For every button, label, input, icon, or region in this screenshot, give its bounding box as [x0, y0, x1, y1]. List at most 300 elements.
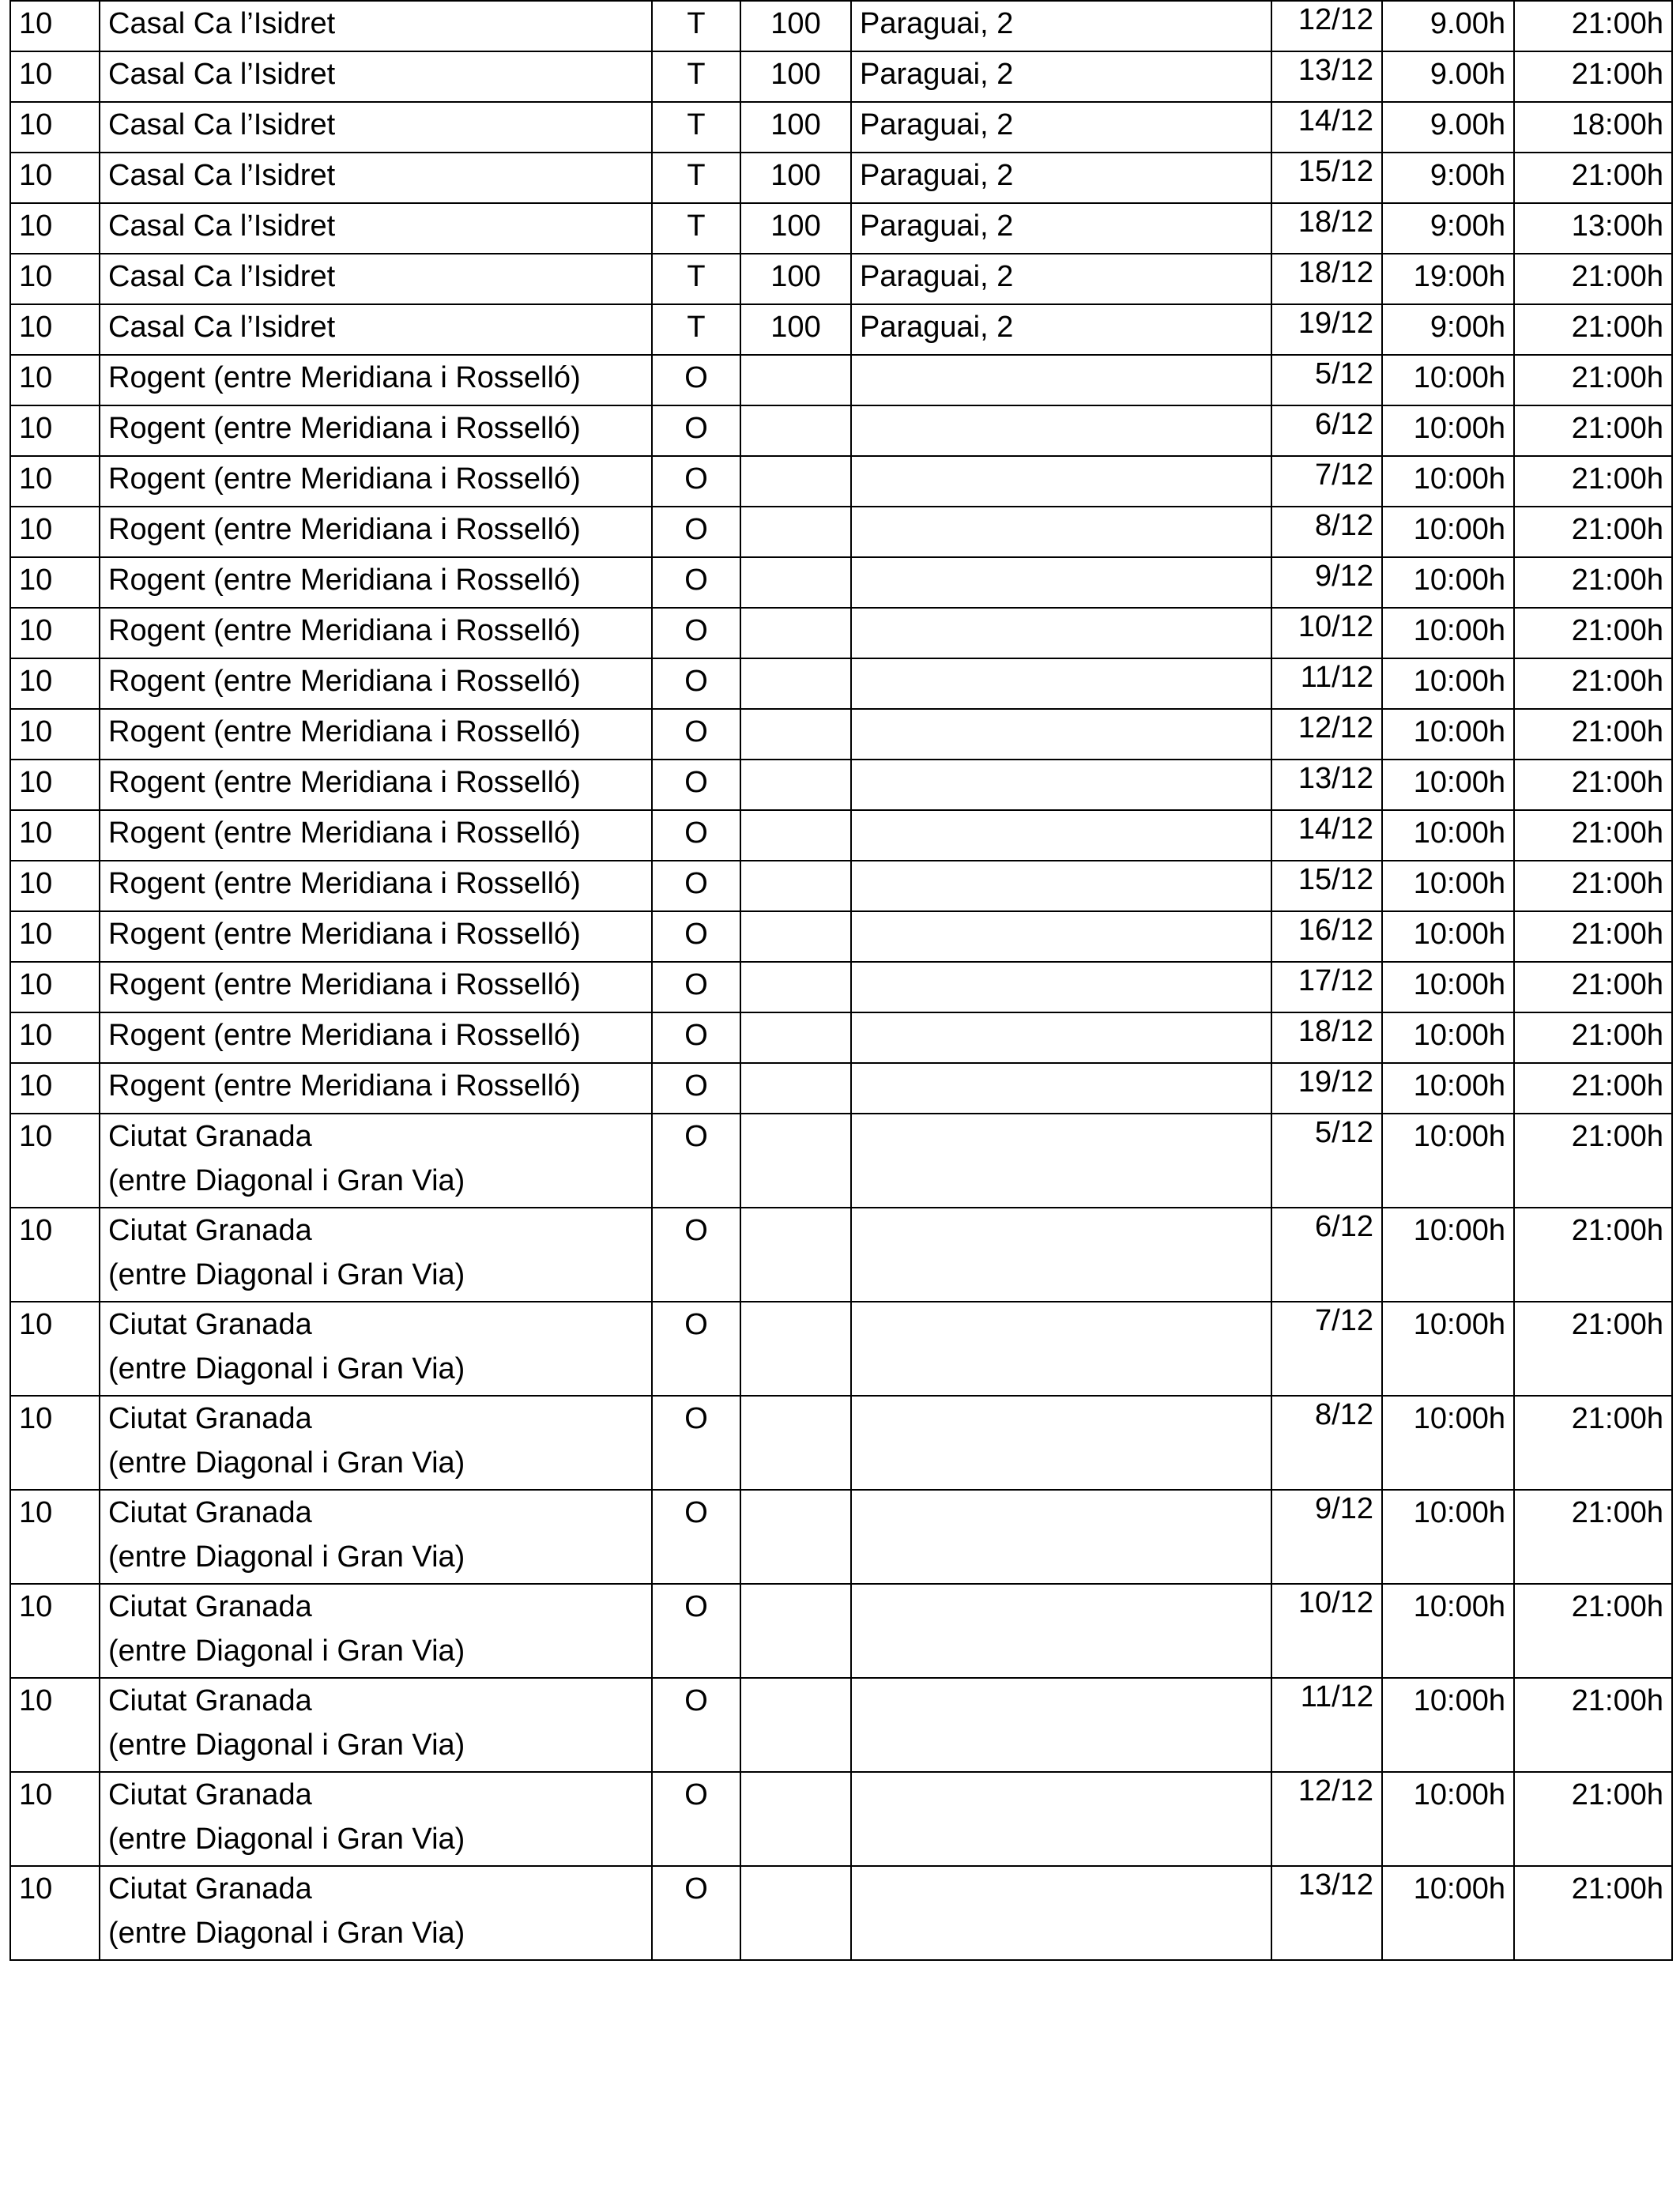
address-cell	[851, 658, 1271, 709]
district-cell: 10	[10, 1, 100, 51]
location-line: Ciutat Granada	[108, 1778, 312, 1811]
end-time-cell: 21:00h	[1514, 1208, 1672, 1302]
capacity-cell	[740, 1012, 851, 1063]
address-cell	[851, 962, 1271, 1012]
type-cell: O	[652, 1584, 740, 1678]
start-time-cell: 10:00h	[1382, 456, 1514, 507]
capacity-cell	[740, 1208, 851, 1302]
table-row	[10, 405, 1672, 456]
location-cell	[100, 1772, 652, 1866]
date-cell: 8/12	[1271, 1396, 1382, 1490]
start-time-cell: 10:00h	[1382, 1772, 1514, 1866]
end-time-cell: 21:00h	[1514, 1490, 1672, 1584]
location-cell	[100, 1866, 652, 1960]
location-line: (entre Diagonal i Gran Via)	[108, 1540, 465, 1574]
capacity-cell	[740, 507, 851, 557]
type-cell: T	[652, 1, 740, 51]
capacity-cell	[740, 456, 851, 507]
address-cell	[851, 507, 1271, 557]
end-time-cell: 21:00h	[1514, 254, 1672, 304]
table-row	[10, 1302, 1672, 1396]
district-cell: 10	[10, 405, 100, 456]
location-line: Rogent (entre Meridiana i Rosselló)	[108, 968, 581, 1001]
end-time-cell: 21:00h	[1514, 1584, 1672, 1678]
start-time-cell: 10:00h	[1382, 1678, 1514, 1772]
type-cell: O	[652, 355, 740, 405]
location-cell	[100, 709, 652, 760]
date-cell: 8/12	[1271, 507, 1382, 557]
table-row	[10, 1208, 1672, 1302]
address-cell	[851, 1302, 1271, 1396]
table-row	[10, 51, 1672, 102]
end-time-cell: 21:00h	[1514, 355, 1672, 405]
end-time-cell: 21:00h	[1514, 1, 1672, 51]
capacity-cell: 100	[740, 304, 851, 355]
type-cell: O	[652, 658, 740, 709]
capacity-cell	[740, 355, 851, 405]
schedule-table	[9, 0, 1673, 1961]
capacity-cell	[740, 1396, 851, 1490]
district-cell: 10	[10, 608, 100, 658]
end-time-cell: 21:00h	[1514, 51, 1672, 102]
date-cell: 9/12	[1271, 1490, 1382, 1584]
location-line: Casal Ca l’Isidret	[108, 58, 336, 91]
capacity-cell	[740, 1063, 851, 1114]
table-row	[10, 1063, 1672, 1114]
start-time-cell: 10:00h	[1382, 1396, 1514, 1490]
district-cell: 10	[10, 911, 100, 962]
type-cell: O	[652, 1396, 740, 1490]
address-cell: Paraguai, 2	[851, 304, 1271, 355]
type-cell: O	[652, 810, 740, 861]
location-line: Rogent (entre Meridiana i Rosselló)	[108, 1069, 581, 1103]
location-line: Casal Ca l’Isidret	[108, 159, 336, 192]
address-cell: Paraguai, 2	[851, 203, 1271, 254]
district-cell: 10	[10, 1012, 100, 1063]
start-time-cell: 10:00h	[1382, 1012, 1514, 1063]
capacity-cell: 100	[740, 203, 851, 254]
start-time-cell: 9:00h	[1382, 153, 1514, 203]
end-time-cell: 21:00h	[1514, 1396, 1672, 1490]
location-line: Ciutat Granada	[108, 1872, 312, 1906]
location-line: Rogent (entre Meridiana i Rosselló)	[108, 918, 581, 951]
start-time-cell: 10:00h	[1382, 1490, 1514, 1584]
start-time-cell: 10:00h	[1382, 962, 1514, 1012]
type-cell: T	[652, 304, 740, 355]
type-cell: T	[652, 254, 740, 304]
type-cell: O	[652, 760, 740, 810]
location-cell	[100, 1, 652, 51]
table-row	[10, 203, 1672, 254]
start-time-cell: 10:00h	[1382, 861, 1514, 911]
location-cell	[100, 810, 652, 861]
location-cell	[100, 355, 652, 405]
start-time-cell: 10:00h	[1382, 1584, 1514, 1678]
table-row	[10, 810, 1672, 861]
date-cell: 12/12	[1271, 709, 1382, 760]
location-cell	[100, 1396, 652, 1490]
capacity-cell	[740, 1490, 851, 1584]
date-cell: 14/12	[1271, 810, 1382, 861]
start-time-cell: 19:00h	[1382, 254, 1514, 304]
district-cell: 10	[10, 1208, 100, 1302]
location-line: Ciutat Granada	[108, 1684, 312, 1717]
district-cell: 10	[10, 709, 100, 760]
location-cell	[100, 608, 652, 658]
location-line: Ciutat Granada	[108, 1590, 312, 1623]
district-cell: 10	[10, 658, 100, 709]
address-cell: Paraguai, 2	[851, 153, 1271, 203]
district-cell: 10	[10, 810, 100, 861]
end-time-cell: 21:00h	[1514, 861, 1672, 911]
date-cell: 15/12	[1271, 861, 1382, 911]
capacity-cell	[740, 810, 851, 861]
end-time-cell: 21:00h	[1514, 608, 1672, 658]
location-cell	[100, 153, 652, 203]
date-cell: 6/12	[1271, 405, 1382, 456]
date-cell: 7/12	[1271, 456, 1382, 507]
address-cell	[851, 1114, 1271, 1208]
location-cell	[100, 658, 652, 709]
location-line: Rogent (entre Meridiana i Rosselló)	[108, 816, 581, 850]
location-line: Rogent (entre Meridiana i Rosselló)	[108, 412, 581, 445]
start-time-cell: 10:00h	[1382, 760, 1514, 810]
type-cell: O	[652, 1208, 740, 1302]
capacity-cell	[740, 861, 851, 911]
type-cell: T	[652, 153, 740, 203]
district-cell: 10	[10, 557, 100, 608]
address-cell	[851, 1772, 1271, 1866]
table-row	[10, 1396, 1672, 1490]
date-cell: 10/12	[1271, 608, 1382, 658]
address-cell: Paraguai, 2	[851, 1, 1271, 51]
start-time-cell: 10:00h	[1382, 557, 1514, 608]
date-cell: 7/12	[1271, 1302, 1382, 1396]
start-time-cell: 9.00h	[1382, 102, 1514, 153]
location-cell	[100, 1114, 652, 1208]
start-time-cell: 10:00h	[1382, 810, 1514, 861]
date-cell: 18/12	[1271, 254, 1382, 304]
district-cell: 10	[10, 355, 100, 405]
start-time-cell: 9:00h	[1382, 203, 1514, 254]
location-cell	[100, 1063, 652, 1114]
schedule-body	[10, 1, 1672, 1960]
end-time-cell: 21:00h	[1514, 760, 1672, 810]
location-line: (entre Diagonal i Gran Via)	[108, 1917, 465, 1950]
start-time-cell: 10:00h	[1382, 608, 1514, 658]
capacity-cell: 100	[740, 102, 851, 153]
capacity-cell: 100	[740, 1, 851, 51]
capacity-cell	[740, 1678, 851, 1772]
location-cell	[100, 962, 652, 1012]
address-cell	[851, 1396, 1271, 1490]
end-time-cell: 21:00h	[1514, 810, 1672, 861]
table-row	[10, 304, 1672, 355]
table-row	[10, 153, 1672, 203]
end-time-cell: 21:00h	[1514, 456, 1672, 507]
start-time-cell: 9.00h	[1382, 51, 1514, 102]
location-line: Ciutat Granada	[108, 1214, 312, 1247]
end-time-cell: 21:00h	[1514, 304, 1672, 355]
district-cell: 10	[10, 1302, 100, 1396]
location-line: Casal Ca l’Isidret	[108, 108, 336, 141]
location-cell	[100, 1208, 652, 1302]
date-cell: 12/12	[1271, 1, 1382, 51]
date-cell: 5/12	[1271, 355, 1382, 405]
date-cell: 5/12	[1271, 1114, 1382, 1208]
district-cell: 10	[10, 1396, 100, 1490]
date-cell: 17/12	[1271, 962, 1382, 1012]
district-cell: 10	[10, 507, 100, 557]
district-cell: 10	[10, 304, 100, 355]
district-cell: 10	[10, 1866, 100, 1960]
date-cell: 11/12	[1271, 1678, 1382, 1772]
location-line: Rogent (entre Meridiana i Rosselló)	[108, 665, 581, 698]
district-cell: 10	[10, 861, 100, 911]
date-cell: 15/12	[1271, 153, 1382, 203]
table-row	[10, 102, 1672, 153]
location-line: Casal Ca l’Isidret	[108, 311, 336, 344]
location-cell	[100, 1584, 652, 1678]
end-time-cell: 21:00h	[1514, 1866, 1672, 1960]
table-row	[10, 962, 1672, 1012]
capacity-cell	[740, 760, 851, 810]
capacity-cell	[740, 608, 851, 658]
date-cell: 14/12	[1271, 102, 1382, 153]
table-row	[10, 355, 1672, 405]
location-line: (entre Diagonal i Gran Via)	[108, 1352, 465, 1385]
start-time-cell: 10:00h	[1382, 1208, 1514, 1302]
address-cell: Paraguai, 2	[851, 51, 1271, 102]
date-cell: 16/12	[1271, 911, 1382, 962]
location-cell	[100, 203, 652, 254]
table-row	[10, 911, 1672, 962]
start-time-cell: 10:00h	[1382, 1114, 1514, 1208]
address-cell	[851, 456, 1271, 507]
location-cell	[100, 557, 652, 608]
district-cell: 10	[10, 102, 100, 153]
end-time-cell: 21:00h	[1514, 911, 1672, 962]
district-cell: 10	[10, 456, 100, 507]
type-cell: O	[652, 608, 740, 658]
start-time-cell: 10:00h	[1382, 1063, 1514, 1114]
capacity-cell	[740, 557, 851, 608]
end-time-cell: 21:00h	[1514, 1302, 1672, 1396]
location-cell	[100, 51, 652, 102]
table-row	[10, 861, 1672, 911]
address-cell	[851, 1866, 1271, 1960]
end-time-cell: 21:00h	[1514, 405, 1672, 456]
location-cell	[100, 1678, 652, 1772]
table-row	[10, 507, 1672, 557]
district-cell: 10	[10, 203, 100, 254]
capacity-cell	[740, 1772, 851, 1866]
location-cell	[100, 254, 652, 304]
start-time-cell: 10:00h	[1382, 355, 1514, 405]
date-cell: 11/12	[1271, 658, 1382, 709]
table-row	[10, 254, 1672, 304]
table-row	[10, 1114, 1672, 1208]
date-cell: 18/12	[1271, 1012, 1382, 1063]
date-cell: 19/12	[1271, 304, 1382, 355]
address-cell: Paraguai, 2	[851, 254, 1271, 304]
table-row	[10, 709, 1672, 760]
address-cell	[851, 810, 1271, 861]
table-row	[10, 557, 1672, 608]
type-cell: O	[652, 709, 740, 760]
address-cell	[851, 1012, 1271, 1063]
location-line: Rogent (entre Meridiana i Rosselló)	[108, 614, 581, 647]
location-cell	[100, 861, 652, 911]
end-time-cell: 21:00h	[1514, 1772, 1672, 1866]
district-cell: 10	[10, 1772, 100, 1866]
location-cell	[100, 760, 652, 810]
end-time-cell: 21:00h	[1514, 153, 1672, 203]
table-row	[10, 1866, 1672, 1960]
start-time-cell: 10:00h	[1382, 911, 1514, 962]
type-cell: T	[652, 203, 740, 254]
end-time-cell: 21:00h	[1514, 1114, 1672, 1208]
date-cell: 13/12	[1271, 51, 1382, 102]
end-time-cell: 13:00h	[1514, 203, 1672, 254]
district-cell: 10	[10, 1114, 100, 1208]
address-cell	[851, 557, 1271, 608]
table-row	[10, 456, 1672, 507]
address-cell	[851, 709, 1271, 760]
address-cell	[851, 405, 1271, 456]
date-cell: 10/12	[1271, 1584, 1382, 1678]
type-cell: O	[652, 962, 740, 1012]
type-cell: O	[652, 557, 740, 608]
table-row	[10, 1772, 1672, 1866]
end-time-cell: 21:00h	[1514, 1678, 1672, 1772]
address-cell: Paraguai, 2	[851, 102, 1271, 153]
location-line: Rogent (entre Meridiana i Rosselló)	[108, 564, 581, 597]
location-cell	[100, 507, 652, 557]
date-cell: 13/12	[1271, 760, 1382, 810]
address-cell	[851, 1490, 1271, 1584]
location-cell	[100, 405, 652, 456]
district-cell: 10	[10, 1490, 100, 1584]
end-time-cell: 18:00h	[1514, 102, 1672, 153]
table-row	[10, 1, 1672, 51]
district-cell: 10	[10, 760, 100, 810]
capacity-cell	[740, 1866, 851, 1960]
start-time-cell: 10:00h	[1382, 709, 1514, 760]
address-cell	[851, 1208, 1271, 1302]
location-line: Rogent (entre Meridiana i Rosselló)	[108, 462, 581, 496]
location-line: Rogent (entre Meridiana i Rosselló)	[108, 513, 581, 546]
district-cell: 10	[10, 1063, 100, 1114]
location-line: (entre Diagonal i Gran Via)	[108, 1728, 465, 1762]
date-cell: 9/12	[1271, 557, 1382, 608]
location-cell	[100, 456, 652, 507]
location-cell	[100, 1012, 652, 1063]
type-cell: O	[652, 1302, 740, 1396]
date-cell: 19/12	[1271, 1063, 1382, 1114]
location-line: Casal Ca l’Isidret	[108, 7, 336, 40]
location-line: Ciutat Granada	[108, 1496, 312, 1529]
address-cell	[851, 608, 1271, 658]
capacity-cell: 100	[740, 51, 851, 102]
start-time-cell: 9:00h	[1382, 304, 1514, 355]
capacity-cell	[740, 1584, 851, 1678]
type-cell: T	[652, 102, 740, 153]
type-cell: O	[652, 1063, 740, 1114]
district-cell: 10	[10, 1678, 100, 1772]
location-line: (entre Diagonal i Gran Via)	[108, 1823, 465, 1856]
location-line: Rogent (entre Meridiana i Rosselló)	[108, 1019, 581, 1052]
end-time-cell: 21:00h	[1514, 1012, 1672, 1063]
district-cell: 10	[10, 1584, 100, 1678]
end-time-cell: 21:00h	[1514, 507, 1672, 557]
location-line: Rogent (entre Meridiana i Rosselló)	[108, 361, 581, 394]
location-cell	[100, 304, 652, 355]
type-cell: O	[652, 1012, 740, 1063]
table-row	[10, 1490, 1672, 1584]
capacity-cell	[740, 405, 851, 456]
end-time-cell: 21:00h	[1514, 658, 1672, 709]
start-time-cell: 9.00h	[1382, 1, 1514, 51]
start-time-cell: 10:00h	[1382, 405, 1514, 456]
start-time-cell: 10:00h	[1382, 507, 1514, 557]
table-row	[10, 1584, 1672, 1678]
end-time-cell: 21:00h	[1514, 709, 1672, 760]
capacity-cell: 100	[740, 153, 851, 203]
capacity-cell	[740, 658, 851, 709]
location-line: Ciutat Granada	[108, 1120, 312, 1153]
location-line: Rogent (entre Meridiana i Rosselló)	[108, 867, 581, 900]
capacity-cell	[740, 709, 851, 760]
capacity-cell: 100	[740, 254, 851, 304]
address-cell	[851, 911, 1271, 962]
table-row	[10, 1012, 1672, 1063]
type-cell: O	[652, 911, 740, 962]
end-time-cell: 21:00h	[1514, 962, 1672, 1012]
location-line: (entre Diagonal i Gran Via)	[108, 1634, 465, 1668]
location-line: Casal Ca l’Isidret	[108, 260, 336, 293]
district-cell: 10	[10, 51, 100, 102]
capacity-cell	[740, 1114, 851, 1208]
district-cell: 10	[10, 254, 100, 304]
type-cell: O	[652, 1490, 740, 1584]
type-cell: O	[652, 405, 740, 456]
location-line: (entre Diagonal i Gran Via)	[108, 1164, 465, 1197]
location-cell	[100, 1302, 652, 1396]
capacity-cell	[740, 1302, 851, 1396]
date-cell: 6/12	[1271, 1208, 1382, 1302]
date-cell: 13/12	[1271, 1866, 1382, 1960]
start-time-cell: 10:00h	[1382, 658, 1514, 709]
location-line: Rogent (entre Meridiana i Rosselló)	[108, 766, 581, 799]
location-line: (entre Diagonal i Gran Via)	[108, 1258, 465, 1291]
location-cell	[100, 1490, 652, 1584]
type-cell: O	[652, 1114, 740, 1208]
address-cell	[851, 861, 1271, 911]
type-cell: O	[652, 1772, 740, 1866]
district-cell: 10	[10, 153, 100, 203]
type-cell: O	[652, 861, 740, 911]
location-line: Casal Ca l’Isidret	[108, 209, 336, 243]
address-cell	[851, 1584, 1271, 1678]
type-cell: O	[652, 1866, 740, 1960]
address-cell	[851, 355, 1271, 405]
table-row	[10, 658, 1672, 709]
location-line: Ciutat Granada	[108, 1402, 312, 1435]
table-row	[10, 608, 1672, 658]
location-cell	[100, 911, 652, 962]
table-row	[10, 760, 1672, 810]
